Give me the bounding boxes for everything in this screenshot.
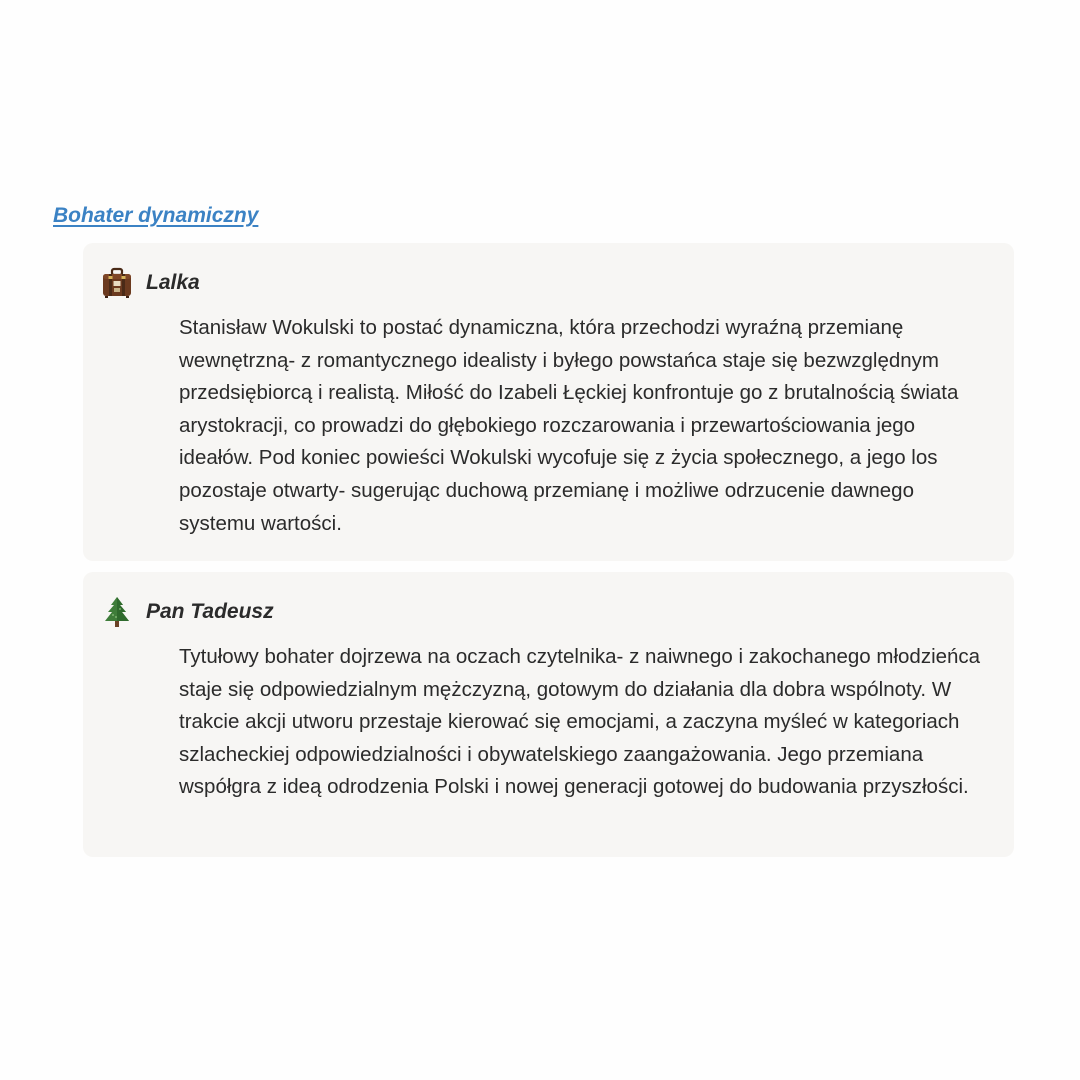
callout-card-lalka <box>83 243 1014 561</box>
suitcase-icon <box>102 267 132 299</box>
callout-title: Pan Tadeusz <box>146 600 274 623</box>
callout-text: Stanisław Wokulski to postać dynamiczna, która przechodzi wyraźną przemianę wewnętrzną- z romantycznego idealisty i byłego powstańca staje się bezwzględnym przedsiębiorcą i realistą. Miłość do Izabeli Łęckiej konfrontuje go z brutalnością świata arystokracji, co prowadzi do głębokiego rozczarowania i przewartościowania jego ideałów. Pod koniec powieści Wokulski wycofuje się z życia społecznego, a jego los pozostaje otwarty- sugerując duchową przemianę i możliwe odrzucenie dawnego systemu wartości. <box>179 316 959 535</box>
callout-header <box>102 265 200 301</box>
callout-card-pan-tadeusz <box>83 572 1014 857</box>
evergreen-tree-icon <box>102 596 132 628</box>
section-heading-link[interactable]: Bohater dynamiczny <box>53 204 259 227</box>
callout-header <box>102 594 274 630</box>
callout-text: Tytułowy bohater dojrzewa na oczach czytelnika- z naiwnego i zakochanego młodzieńca staje się odpowiedzialnym mężczyzną, gotowym do działania dla dobra wspólnoty. W trakcie akcji utworu przestaje kierować się emocjami, a zaczyna myśleć w kategoriach szlacheckiej odpowiedzialności i obywatelskiego zaangażowania. Jego przemiana współgra z ideą odrodzenia Polski i nowej generacji gotowej do budowania przyszłości. <box>179 645 981 799</box>
callout-title: Lalka <box>146 271 200 294</box>
